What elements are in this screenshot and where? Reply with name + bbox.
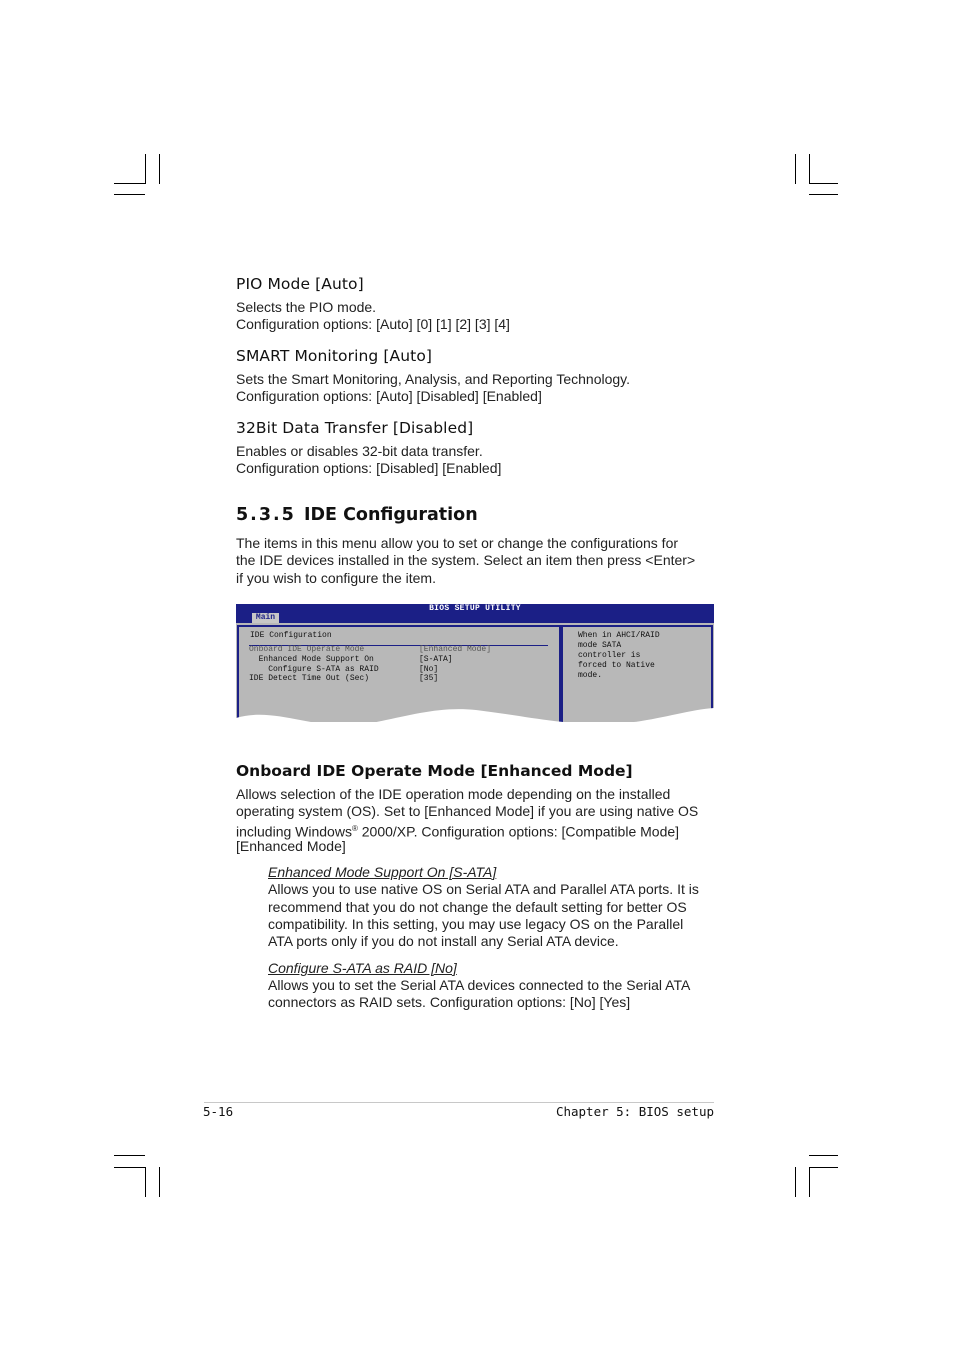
onboard-ide-text: [Enhanced Mode] [236, 838, 346, 854]
crop-mark [809, 183, 838, 184]
bios-title: BIOS SETUP UTILITY [429, 604, 521, 613]
bios-screenshot [236, 604, 714, 722]
bios-row-label[interactable]: IDE Detect Time Out (Sec) [249, 674, 370, 683]
crop-mark [809, 154, 810, 184]
crop-mark [114, 194, 145, 195]
bios-row-value[interactable]: [No] [419, 665, 439, 674]
32bit-transfer-description: Enables or disables 32-bit data transfer. [236, 443, 483, 459]
raid-heading: Configure S-ATA as RAID [No] [268, 960, 457, 976]
ide-configuration-heading [236, 505, 478, 525]
registered-mark: ® [351, 824, 358, 833]
crop-mark [145, 154, 146, 184]
enhanced-mode-text: Allows you to use native OS on Serial ATA and Parallel ATA ports. It is [268, 881, 699, 897]
onboard-ide-text-part: 2000/XP. Configuration options: [Compatible Mode] [357, 823, 680, 840]
smart-monitoring-description: Sets the Smart Monitoring, Analysis, and Reporting Technology. [236, 371, 631, 387]
ide-intro-line: if you wish to configure the item. [236, 570, 436, 586]
onboard-ide-text: operating system (OS). Set to [Enhanced Mode] if you are using native OS [236, 803, 699, 819]
crop-mark [809, 194, 838, 195]
pio-mode-heading: PIO Mode [Auto] [236, 275, 364, 293]
ide-intro-line: The items in this menu allow you to set or change the configurations for [236, 535, 679, 551]
enhanced-mode-text: compatibility. In this setting, you may use legacy OS on the Parallel [268, 916, 684, 932]
enhanced-mode-text: recommend that you do not change the default setting for better OS [268, 899, 687, 915]
crop-mark [114, 1167, 145, 1168]
bios-row-value[interactable]: [S-ATA] [419, 655, 453, 664]
crop-mark [795, 154, 796, 184]
page-number: 5-16 [203, 1104, 234, 1119]
bios-help-line: When in AHCI/RAID [578, 631, 660, 640]
raid-text: Allows you to set the Serial ATA devices connected to the Serial ATA [268, 977, 691, 993]
bios-help-line: forced to Native [578, 661, 655, 670]
onboard-ide-text-part: including Windows [236, 823, 352, 840]
bios-row-value[interactable]: [35] [419, 674, 439, 683]
enhanced-mode-heading: Enhanced Mode Support On [S-ATA] [268, 864, 497, 880]
onboard-ide-heading: Onboard IDE Operate Mode [Enhanced Mode] [236, 762, 633, 780]
section-number: 5.3.5 [236, 505, 296, 525]
chapter-title: Chapter 5: BIOS setup [555, 1104, 714, 1119]
crop-mark [809, 1167, 838, 1168]
crop-mark [159, 154, 160, 184]
smart-monitoring-options: Configuration options: [Auto] [Disabled] [Enabled] [236, 388, 542, 404]
onboard-ide-text: Allows selection of the IDE operation mode depending on the installed [236, 786, 671, 802]
raid-text: connectors as RAID sets. Configuration options: [No] [Yes] [268, 994, 631, 1010]
bios-panel-title: IDE Configuration [250, 631, 332, 640]
crop-mark [809, 1155, 838, 1156]
crop-mark [795, 1167, 796, 1197]
bios-tab-main[interactable]: Main [252, 613, 279, 623]
footer-rule [204, 1102, 714, 1103]
crop-mark [159, 1167, 160, 1197]
crop-mark [145, 1167, 146, 1197]
32bit-transfer-options: Configuration options: [Disabled] [Enabled] [236, 460, 502, 476]
32bit-transfer-heading: 32Bit Data Transfer [Disabled] [236, 419, 474, 437]
bios-row-label[interactable]: Configure S-ATA as RAID [249, 665, 379, 674]
bios-title-bar [236, 604, 714, 623]
crop-mark [114, 1155, 145, 1156]
bios-help-line: mode SATA [578, 641, 622, 650]
smart-monitoring-heading: SMART Monitoring [Auto] [236, 347, 433, 365]
crop-mark [809, 1167, 810, 1197]
ide-intro-line: the IDE devices installed in the system. Select an item then press <Enter> [236, 552, 696, 568]
bios-row-label[interactable]: Onboard IDE Operate Mode [249, 645, 365, 654]
section-title: IDE Configuration [304, 505, 478, 525]
bios-help-line: mode. [578, 671, 603, 680]
enhanced-mode-text: ATA ports only if you do not install any Serial ATA device. [268, 933, 619, 949]
pio-mode-description: Selects the PIO mode. [236, 299, 377, 315]
pio-mode-options: Configuration options: [Auto] [0] [1] [2] [3] [4] [236, 316, 510, 332]
crop-mark [114, 183, 145, 184]
torn-edge [236, 704, 714, 744]
bios-row-value[interactable]: [Enhanced Mode] [419, 645, 492, 654]
bios-help-line: controller is [578, 651, 641, 660]
bios-row-label[interactable]: Enhanced Mode Support On [249, 655, 374, 664]
